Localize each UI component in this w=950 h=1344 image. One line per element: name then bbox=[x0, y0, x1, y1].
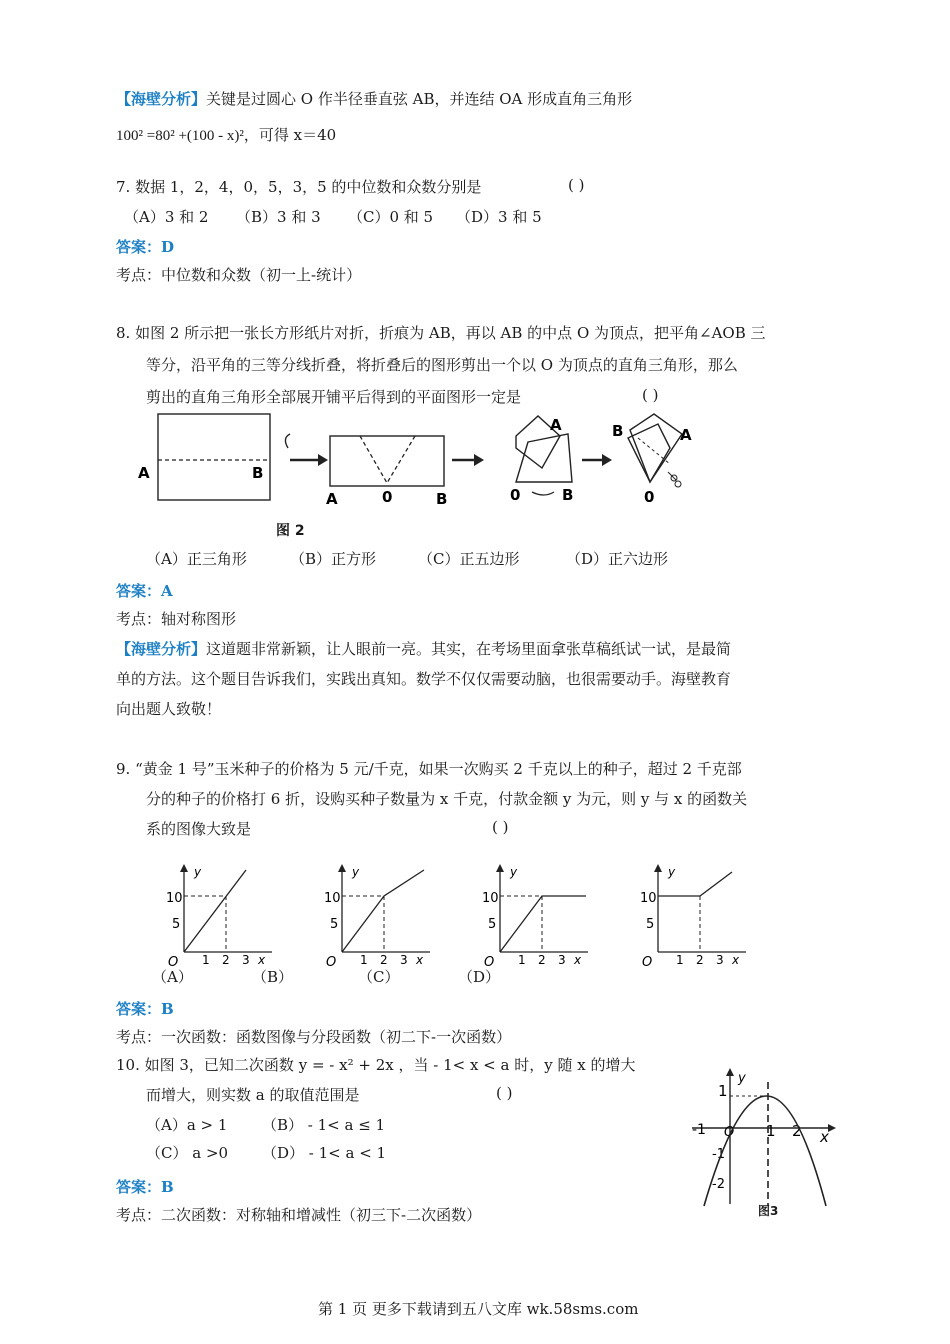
tick-2: 2 bbox=[696, 953, 704, 967]
q7-paren: ( ) bbox=[568, 176, 585, 194]
tick-x-2: 2 bbox=[792, 1122, 802, 1140]
arrow-3-head bbox=[602, 454, 612, 466]
tick-5: 5 bbox=[330, 917, 339, 932]
q9-kaodian: 考点：一次函数：函数图像与分段函数（初二下-一次函数） bbox=[116, 1028, 512, 1046]
origin: O bbox=[484, 955, 495, 970]
arrow-2-head bbox=[474, 454, 484, 466]
answer-value: A bbox=[161, 582, 173, 600]
q8-analysis-line3: 向出题人致敬！ bbox=[116, 700, 222, 718]
q7-kaodian: 考点：中位数和众数（初一上-统计） bbox=[116, 266, 362, 284]
q8-answer bbox=[116, 580, 173, 601]
q9-option-b: （B） bbox=[252, 968, 294, 986]
q10-figure-caption: 图3 bbox=[758, 1204, 779, 1218]
q8-option-c: （C）正五边形 bbox=[418, 550, 520, 568]
formula-tail: ，可得 x＝40 bbox=[243, 126, 337, 144]
analysis-formula-line bbox=[116, 124, 336, 145]
axis-x: x bbox=[574, 953, 582, 967]
axis-x: x bbox=[820, 1128, 829, 1146]
label-b4: B bbox=[612, 422, 624, 440]
label-a3: A bbox=[550, 416, 562, 434]
graph-d bbox=[640, 864, 746, 970]
q8-kaodian: 考点：轴对称图形 bbox=[116, 610, 237, 628]
analysis-tag: 【海壁分析】 bbox=[116, 90, 207, 108]
line-a bbox=[184, 870, 246, 952]
tick-3: 3 bbox=[558, 953, 566, 967]
tick-10: 10 bbox=[482, 891, 499, 906]
tick-y-1: 1 bbox=[718, 1082, 728, 1100]
formula: 100² =80² +(100 - x)² bbox=[116, 128, 244, 144]
answer-label: 答案： bbox=[116, 238, 162, 256]
analysis-line bbox=[116, 88, 632, 109]
tick-1: 1 bbox=[360, 953, 368, 967]
origin: O bbox=[724, 1125, 735, 1140]
label-b3: B bbox=[562, 486, 574, 504]
q8-stem-line3: 剪出的直角三角形全部展开铺平后得到的平面图形一定是 bbox=[146, 388, 522, 406]
q7-option-a: （A）3 和 2 bbox=[124, 208, 209, 226]
q10-option-c: （C） a >0 bbox=[146, 1144, 229, 1162]
axis-y: y bbox=[194, 865, 202, 879]
q7-option-d: （D）3 和 5 bbox=[456, 208, 542, 226]
tick-y-m2: -2 bbox=[712, 1177, 725, 1192]
tick-5: 5 bbox=[488, 917, 497, 932]
q9-option-d: （D） bbox=[458, 968, 501, 986]
line-b bbox=[342, 870, 424, 952]
origin: O bbox=[168, 955, 179, 970]
tick-x-m1: -1 bbox=[692, 1122, 706, 1138]
tick-2: 2 bbox=[538, 953, 546, 967]
q9-stem-line3: 系的图像大致是 bbox=[146, 820, 252, 838]
q10-kaodian: 考点：二次函数：对称轴和增减性（初三下-二次函数） bbox=[116, 1206, 482, 1224]
tick-5: 5 bbox=[172, 917, 181, 932]
label-a2: A bbox=[326, 490, 338, 508]
label-o3: 0 bbox=[510, 486, 521, 504]
q10-parabola-figure bbox=[690, 1066, 840, 1216]
origin: O bbox=[642, 955, 653, 970]
cut-shape-inner bbox=[628, 424, 670, 482]
analysis-text: 这道题非常新颖，让人眼前一亮。其实，在考场里面拿张草稿纸试一试，是最简 bbox=[206, 640, 732, 658]
q9-stem-line1: 9. “黄金 1 号”玉米种子的价格为 5 元/千克，如果一次购买 2 千克以上的种子，超过 2 千克部 bbox=[116, 760, 742, 778]
axis-y: y bbox=[668, 865, 676, 879]
folded-rect bbox=[330, 436, 444, 486]
q8-folding-figure bbox=[130, 408, 730, 508]
axis-x: x bbox=[258, 953, 266, 967]
q7-stem: 7. 数据 1，2，4，0，5，3，5 的中位数和众数分别是 bbox=[116, 178, 482, 196]
label-a: A bbox=[138, 464, 150, 482]
q8-paren: ( ) bbox=[642, 386, 659, 404]
arrow-1-head bbox=[318, 454, 328, 466]
label-b: B bbox=[252, 464, 264, 482]
answer-label: 答案： bbox=[116, 1178, 162, 1196]
origin: O bbox=[326, 955, 337, 970]
q9-option-a: （A） bbox=[152, 968, 193, 986]
label-a4: A bbox=[680, 426, 692, 444]
trisect-line-2 bbox=[387, 436, 415, 483]
q10-answer bbox=[116, 1176, 174, 1197]
q8-option-d: （D）正六边形 bbox=[566, 550, 669, 568]
tick-2: 2 bbox=[222, 953, 230, 967]
q7-answer bbox=[116, 236, 174, 257]
answer-value: D bbox=[161, 238, 175, 256]
label-b2: B bbox=[436, 490, 448, 508]
tick-1: 1 bbox=[202, 953, 210, 967]
q8-option-b: （B）正方形 bbox=[290, 550, 377, 568]
folded-shape-2 bbox=[516, 434, 572, 482]
q10-option-b: （B） - 1< a ≤ 1 bbox=[262, 1116, 386, 1134]
answer-label: 答案： bbox=[116, 582, 162, 600]
tick-2: 2 bbox=[380, 953, 388, 967]
rotate-arrow bbox=[532, 492, 554, 495]
q8-figure-caption: 图 2 bbox=[276, 523, 305, 539]
axis-y: y bbox=[352, 865, 360, 879]
q8-stem-line1: 8. 如图 2 所示把一张长方形纸片对折，折痕为 AB，再以 AB 的中点 O 为顶点，把平角∠AOB 三 bbox=[116, 324, 766, 342]
scissors-icon-handle bbox=[675, 481, 681, 487]
answer-label: 答案： bbox=[116, 1000, 162, 1018]
q7-option-c: （C）0 和 5 bbox=[348, 208, 434, 226]
graph-a bbox=[166, 864, 272, 970]
label-o2: 0 bbox=[382, 488, 393, 506]
page-footer: 第 1 页 更多下载请到五八文库 wk.58sms.com bbox=[318, 1300, 639, 1318]
q9-option-c: （C） bbox=[358, 968, 400, 986]
axis-y: y bbox=[510, 865, 518, 879]
axis-x: x bbox=[416, 953, 424, 967]
q9-answer bbox=[116, 998, 174, 1019]
q10-option-d: （D） - 1< a < 1 bbox=[262, 1144, 387, 1162]
q8-analysis-line2: 单的方法。这个题目告诉我们，实践出真知。数学不仅仅需要动脑，也很需要动手。海壁教育 bbox=[116, 670, 732, 688]
q10-option-a: （A）a > 1 bbox=[146, 1116, 228, 1134]
q10-stem-line2: 而增大，则实数 a 的取值范围是 bbox=[146, 1086, 360, 1104]
tick-3: 3 bbox=[716, 953, 724, 967]
tick-10: 10 bbox=[640, 891, 657, 906]
tick-1: 1 bbox=[676, 953, 684, 967]
analysis-tag: 【海壁分析】 bbox=[116, 640, 207, 658]
answer-value: B bbox=[161, 1000, 174, 1018]
fold-arrow-curve bbox=[285, 434, 290, 448]
q10-paren: ( ) bbox=[496, 1084, 513, 1102]
q9-paren: ( ) bbox=[492, 818, 509, 836]
tick-3: 3 bbox=[400, 953, 408, 967]
q9-graphs bbox=[150, 862, 790, 970]
axis-y: y bbox=[738, 1071, 746, 1086]
q8-analysis-line1 bbox=[116, 638, 731, 659]
tick-3: 3 bbox=[242, 953, 250, 967]
graph-c bbox=[482, 864, 588, 970]
q7-option-b: （B）3 和 3 bbox=[236, 208, 321, 226]
line-c bbox=[500, 896, 586, 952]
answer-value: B bbox=[161, 1178, 174, 1196]
analysis-text: 关键是过圆心 O 作半径垂直弦 AB，并连结 OA 形成直角三角形 bbox=[206, 90, 633, 108]
tick-x-1: 1 bbox=[766, 1122, 776, 1140]
q8-option-a: （A）正三角形 bbox=[146, 550, 247, 568]
label-o4: 0 bbox=[644, 488, 655, 506]
trisect-line-1 bbox=[360, 436, 387, 483]
q9-stem-line2: 分的种子的价格打 6 折，设购买种子数量为 x 千克，付款金额 y 为元，则 y 与 x 的函数关 bbox=[146, 790, 748, 808]
tick-5: 5 bbox=[646, 917, 655, 932]
tick-1: 1 bbox=[518, 953, 526, 967]
paper-rect bbox=[158, 414, 270, 500]
tick-10: 10 bbox=[324, 891, 341, 906]
tick-y-m1: -1 bbox=[712, 1147, 725, 1162]
tick-10: 10 bbox=[166, 891, 183, 906]
scissors-blade bbox=[668, 472, 676, 480]
axis-x: x bbox=[732, 953, 740, 967]
q10-stem-line1: 10. 如图 3，已知二次函数 y = - x² + 2x ，当 - 1< x < a 时，y 随 x 的增大 bbox=[116, 1056, 636, 1074]
q8-stem-line2: 等分，沿平角的三等分线折叠，将折叠后的图形剪出一个以 O 为顶点的直角三角形，那么 bbox=[146, 356, 738, 374]
graph-b bbox=[324, 864, 430, 970]
